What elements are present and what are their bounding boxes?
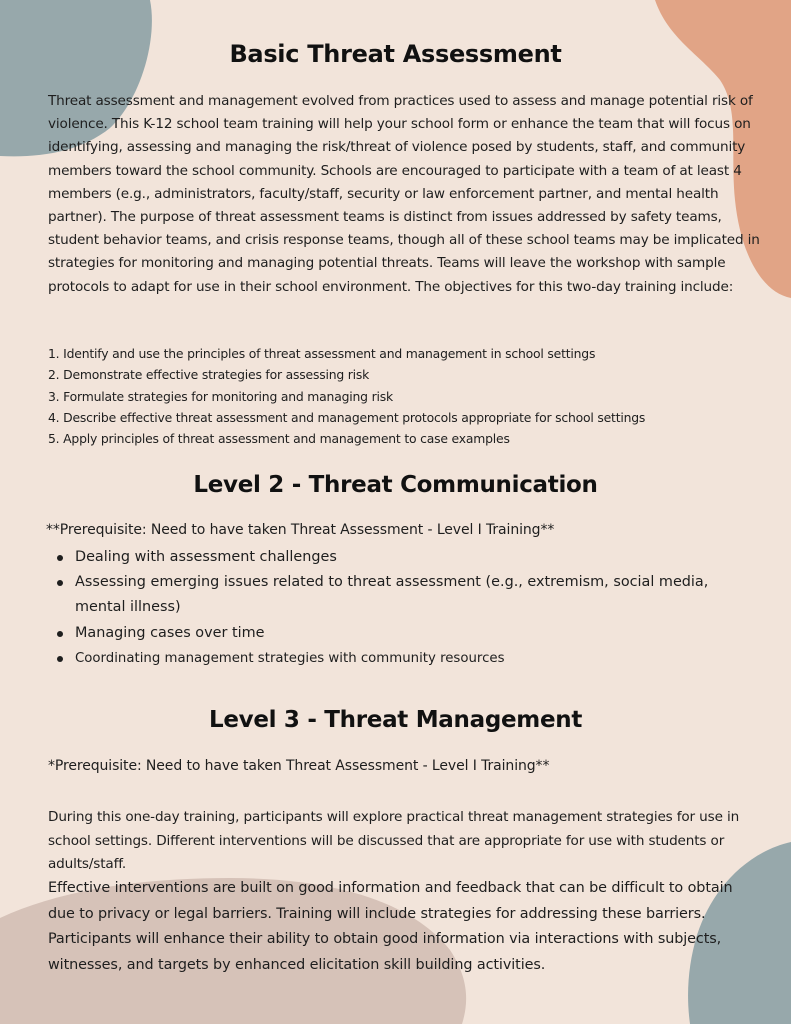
topic-text: Managing cases over time [75,624,265,641]
topic-text: Coordinating management strategies with community resources [75,650,505,666]
topic-item [55,621,735,646]
bullet-icon [57,580,63,586]
bullet-icon [57,656,63,662]
objective-item: 5. Apply principles of threat assessment and management to case examples [48,431,510,447]
level-3-paragraph-3: Participants will enhance their ability to obtain good information via interactions with subjects, witnesses, and targets by enhanced elicitation skill building activities. [48,931,722,973]
level-3-paragraph-2: Effective interventions are built on good information and feedback that can be difficult to obtain due to privacy or legal barriers. Training will include strategies for addressing these barriers. [48,880,733,922]
objective-item: 2. Demonstrate effective strategies for assessing risk [48,367,370,383]
level-3-prerequisite: *Prerequisite: Need to have taken Threat Assessment - Level I Training** [48,758,550,774]
topic-item [55,646,735,671]
section-title-basic: Basic Threat Assessment [229,40,562,68]
level-2-prerequisite: **Prerequisite: Need to have taken Threat Assessment - Level I Training** [46,522,555,538]
bullet-icon [57,555,63,561]
level-3-paragraph-1: During this one-day training, participants will explore practical threat management strategies for use in school settings. Different interventions will be discussed that are appropriate for use with students or adults/staff. [48,809,740,873]
topic-text: Dealing with assessment challenges [75,549,337,565]
objective-item: 3. Formulate strategies for monitoring and managing risk [48,388,393,404]
topic-item [55,570,735,620]
bullet-icon [57,631,63,637]
objective-item: 1. Identify and use the principles of threat assessment and management in school settings [48,346,596,361]
basic-intro-paragraph: Threat assessment and management evolved from practices used to assess and manage potential risk of violence. This K-12 school team training will help your school form or enhance the team that will focus on identifying, assessing and managing the risk/threat of violence posed by students, staff, and community members toward the school community. Schools are encouraged to participate with a team of at least 4 members (e.g., administrators, faculty/staff, security or law enforcement partner, and mental health partner). The purpose of threat assessment teams is distinct from issues addressed by safety teams, student behavior teams, and crisis response teams, though all of these school teams may be implicated in strategies for monitoring and managing potential threats. Teams will leave the workshop with sample protocols to adapt for use in their school environment. The objectives for this two-day training include: [48,93,760,295]
topic-item [55,545,735,570]
level-2-topic-list [55,545,735,671]
objectives-list [48,343,645,449]
level-3-paragraph-group [48,876,760,978]
objective-item: 4. Describe effective threat assessment and management protocols appropriate for school settings [48,409,646,425]
section-title-level-2: Level 2 - Threat Communication [193,472,598,498]
topic-text: Assessing emerging issues related to threat assessment (e.g., extremism, social media, mental illness) [75,574,709,616]
section-title-level-3: Level 3 - Threat Management [208,707,583,733]
